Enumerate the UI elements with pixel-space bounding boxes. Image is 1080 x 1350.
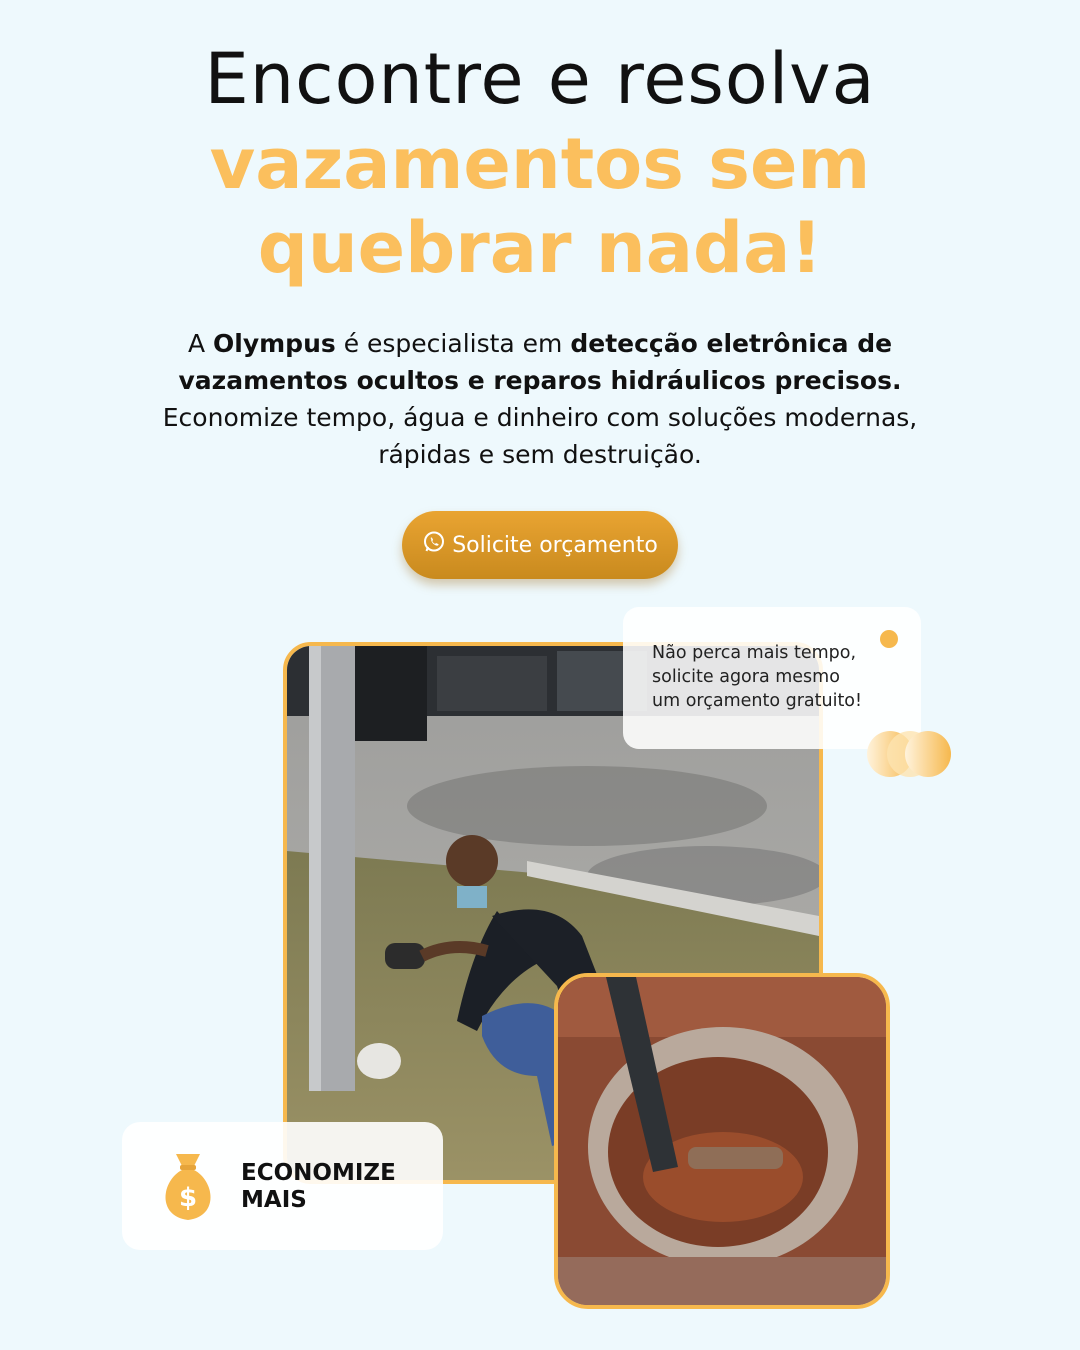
headline-line-1: Encontre e resolva xyxy=(204,38,876,120)
headline-line-3: quebrar nada! xyxy=(257,207,823,289)
economize-badge xyxy=(122,1122,443,1250)
headline-line-2: vazamentos sem xyxy=(209,123,871,205)
svg-text:$: $ xyxy=(178,1183,198,1213)
desc-text-3: Economize tempo, água e dinheiro com soluções modernas, rápidas e sem destruição. xyxy=(162,403,918,469)
money-bag-icon xyxy=(158,1150,218,1222)
hero-headline xyxy=(0,36,1080,290)
badge-line-1: ECONOMIZE xyxy=(241,1160,396,1186)
request-quote-button[interactable] xyxy=(402,511,678,579)
badge-line-2: MAIS xyxy=(241,1187,307,1213)
decorative-circles xyxy=(866,729,952,779)
decorative-dot xyxy=(880,630,898,648)
request-quote-label: Solicite orçamento xyxy=(452,532,658,558)
desc-text-2: é especialista em xyxy=(335,329,571,358)
desc-bold: detecção eletrônica de vazamentos ocultos e reparos hidráulicos precisos. xyxy=(178,329,902,395)
desc-text-1: A xyxy=(187,329,213,358)
bubble-line-1: Não perca mais tempo, xyxy=(652,643,857,663)
whatsapp-icon xyxy=(422,530,446,560)
description xyxy=(150,325,930,473)
bubble-line-2: solicite agora mesmo xyxy=(652,667,840,687)
excavated-pipe-photo xyxy=(554,973,890,1309)
bubble-line-3: um orçamento gratuito! xyxy=(652,691,863,711)
brand-name: Olympus xyxy=(213,329,336,358)
free-quote-bubble xyxy=(623,607,921,749)
